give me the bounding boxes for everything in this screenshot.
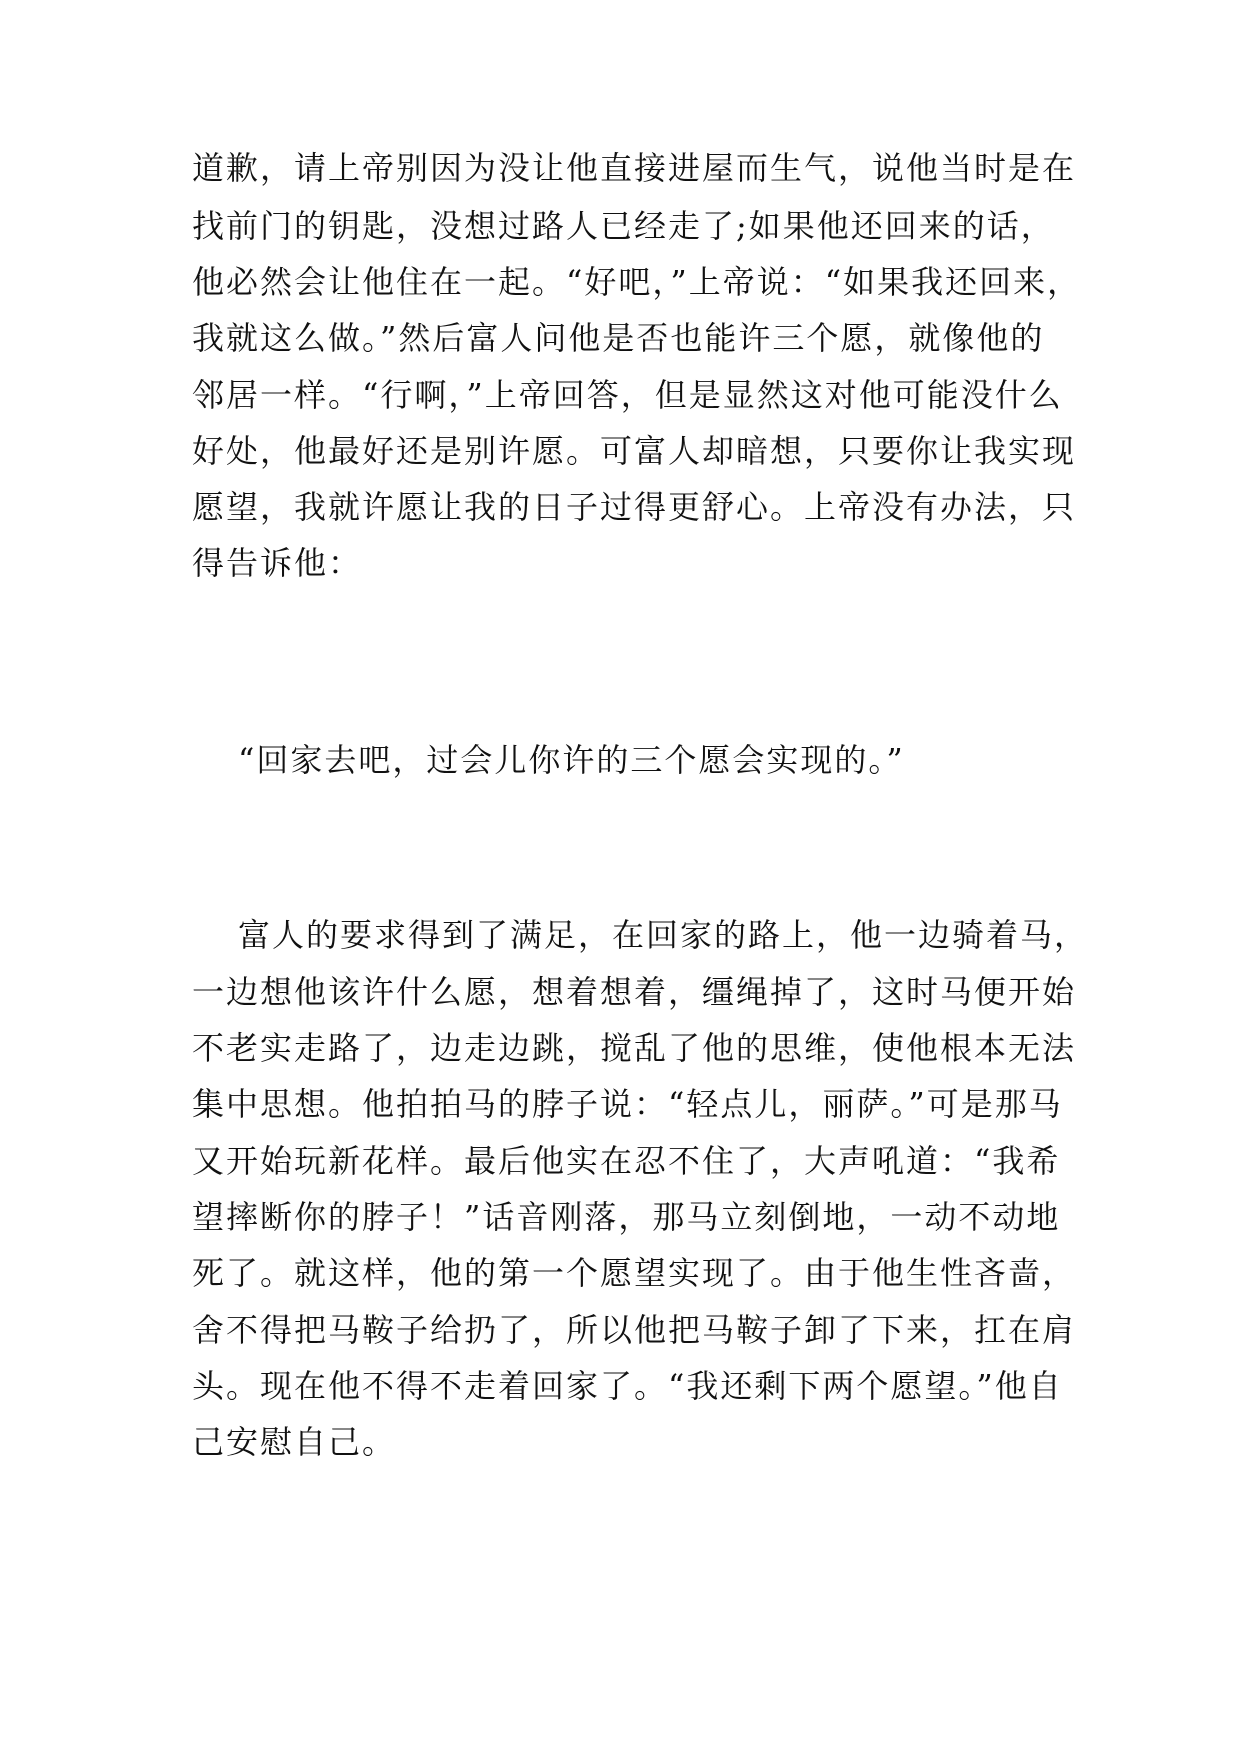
- text-line: 死了。就这样，他的第一个愿望实现了。由于他生性吝啬，: [192, 1254, 1077, 1292]
- text-line: 又开始玩新花样。最后他实在忍不住了，大声吼道：“我希: [192, 1142, 1061, 1180]
- text-line: 不老实走路了，边走边跳，搅乱了他的思维，使他根本无法: [192, 1029, 1077, 1067]
- text-line: 邻居一样。“行啊，”上帝回答，但是显然这对他可能没什么: [192, 376, 1063, 414]
- text-line: 愿望，我就许愿让我的日子过得更舒心。上帝没有办法，只: [192, 488, 1077, 526]
- text-line: 我就这么做。”然后富人问他是否也能许三个愿，就像他的: [192, 319, 1045, 357]
- text-line: 望摔断你的脖子！”话音刚落，那马立刻倒地，一动不动地: [192, 1198, 1061, 1236]
- text-line: 集中思想。他拍拍马的脖子说：“轻点儿，丽萨。”可是那马: [192, 1085, 1063, 1123]
- quote-line: “回家去吧，过会儿你许的三个愿会实现的。”: [238, 741, 905, 779]
- text-line: 他必然会让他住在一起。“好吧，”上帝说：“如果我还回来，: [192, 263, 1082, 301]
- text-line: 找前门的钥匙，没想过路人已经走了;如果他还回来的话，: [192, 207, 1055, 245]
- text-line: 富人的要求得到了满足，在回家的路上，他一边骑着马，: [238, 916, 1089, 954]
- text-line: 好处，他最好还是别许愿。可富人却暗想，只要你让我实现: [192, 432, 1077, 470]
- text-line: 头。现在他不得不走着回家了。“我还剩下两个愿望。”他自: [192, 1367, 1063, 1405]
- text-line: 舍不得把马鞍子给扔了，所以他把马鞍子卸了下来，扛在肩: [192, 1311, 1077, 1349]
- text-line: 得告诉他：: [192, 544, 363, 582]
- text-line: 己安慰自己。: [192, 1423, 397, 1461]
- text-line: 一边想他该许什么愿，想着想着，缰绳掉了，这时马便开始: [192, 973, 1077, 1011]
- text-line: 道歉，请上帝别因为没让他直接进屋而生气，说他当时是在: [192, 149, 1077, 187]
